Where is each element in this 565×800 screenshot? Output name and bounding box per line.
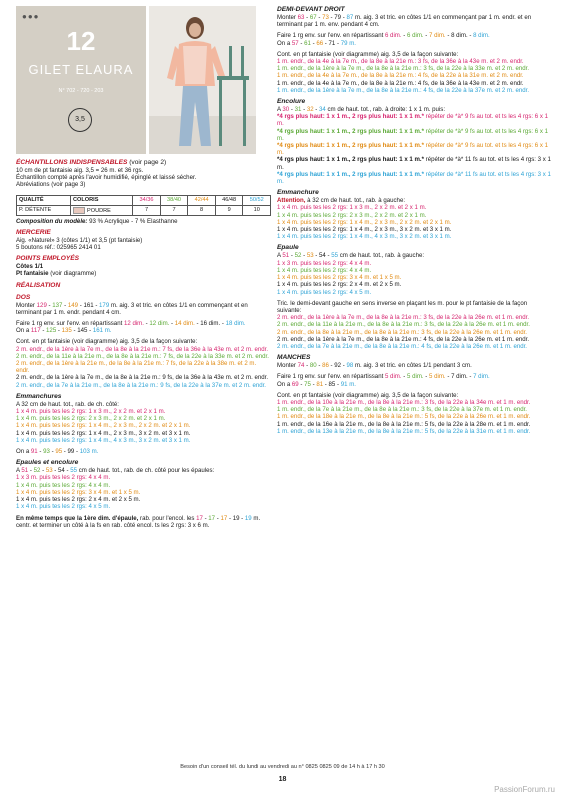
text-bold: En même temps que la 1ère dim. d'épaule, (16, 514, 139, 522)
size-cell: 34/36 (133, 195, 161, 205)
dd-line: 1 m. endr., de la 4e à la 7e m., de la 8e à la 21e m.: 3 fs, de la 36e à la 43e m. et 2 m. endr. (277, 58, 524, 66)
emmanchures-line: 1 x 4 m. puis tes les 2 rgs: 1 x 4 m., 2 x 3 m., 3 x 2 m. et 3 x 1 m. (16, 429, 191, 437)
dd-paragraph-4: Cont. en pt fantaisie (voir diagramme) aig. 3,5 de la façon suivante: (277, 50, 459, 58)
qualite-header: QUALITÉ (17, 195, 71, 205)
n: 6 dim. (384, 32, 402, 40)
n: 7 dim. (473, 373, 490, 381)
text: rab. pour l'encol. les (138, 514, 197, 522)
emmanchure-intro (277, 197, 551, 204)
n: 145 (77, 327, 88, 335)
n: 17 (220, 514, 228, 522)
dos-paragraph-4: Cont. en pt fantaisie (voir diagramme) aig. 3,5 de la façon suivante: (16, 338, 198, 346)
text: m. aig. 3 et tric. en côtes 1/1 pendant 3 cm. (353, 362, 472, 370)
manches-paragraph-2: Faire 1 rg env. sur l'env. en répartissant 5 dim. - 5 dim. - 5 dim. - 7 dim. - 7 dim. (277, 373, 490, 381)
points-heading: POINTS EMPLOYÉS (16, 255, 80, 263)
n: 63 (297, 14, 305, 21)
n: 5 dim. (407, 373, 424, 381)
dos-paragraph-2: Faire 1 rg env. sur l'env. en répartissant 12 dim. - 12 dim. - 14 dim. - 16 dim. - 18 dim. (16, 320, 246, 328)
tric-line: 2 m. endr., de la 11e à la 21e m., de la 8e à la 21e m.: 3 fs, de la 22e à la 26e m. et 1 m. endr. (277, 321, 530, 329)
text-bold: Attention, (277, 197, 306, 205)
header-block (16, 6, 256, 154)
emmanchures-line: 1 x 4 m. puis tes les 2 rgs: 1 x 4 m., 4 x 3 m., 3 x 2 m. et 3 x 1 m. (16, 436, 191, 444)
text: cm de haut. tot., rab. à gauche: (338, 252, 425, 260)
epaules-line: 1 x 4 m. puis tes les 2 rgs: 3 x 4 m. et 1 x 5 m. (16, 488, 141, 496)
text: On a (277, 380, 292, 388)
qty-cell: 7 (133, 205, 161, 215)
points-line-2-text: (voir diagramme) (48, 270, 97, 278)
text: m. centr. et terminer un côté à la fs en rab. côté encol. ts les 2 rgs: 3 x 6 m. (16, 514, 261, 529)
n: 161 m. (92, 327, 112, 335)
text: Faire 1 rg env. sur l'env. en répartissant (277, 32, 385, 40)
title-box (16, 6, 146, 154)
n: 73 (322, 14, 329, 21)
n: 53 (306, 252, 314, 260)
model-photo (149, 6, 256, 154)
n: 14 dim. (174, 320, 195, 328)
echantillons-line-2: Échantillon compté après l'avoir humidifié, épinglé et laissé sécher. (16, 174, 197, 182)
n: 149 (67, 301, 79, 309)
echantillons-note: (voir page 2) (127, 159, 167, 166)
n: 18 dim. (225, 320, 246, 328)
encolure-heading: Encolure (277, 98, 306, 106)
n: 81 (316, 380, 324, 388)
emmanchures-line: 1 x 4 m. puis tes les 2 rgs: 2 x 3 m., 2 x 2 m. et 2 x 1 m. (16, 415, 166, 423)
yarn-color-name: POUDRE (86, 207, 111, 214)
n: 71 (328, 39, 336, 47)
encolure-line (277, 113, 551, 127)
tric-line: 2 m. endr., de la 1ère à la 7e m., de la 8e à la 21e m.: 4 fs, de la 22e à la 26e m. et 1 m. endr. (277, 335, 530, 343)
manches-heading: MANCHES (277, 354, 311, 362)
size-cell: 50/52 (243, 195, 271, 205)
dos-line: 2 m. endr., de la 1ère à la 21e m., de la 8e à la 21e m.: 7 fs, de la 22e à la 38e m. et 2 m. endr. (16, 360, 257, 375)
n: 86 (322, 362, 329, 370)
emmanchure-heading: Emmanchure (277, 189, 319, 197)
n: 69 (291, 380, 299, 388)
qty-cell: 9 (215, 205, 243, 215)
n: 6 dim. (407, 32, 424, 40)
dos-line: 2 m. endr., de la 1ère à la 7e m., de la 8e à la 21e m.: 7 fs, de la 36e à la 43e m. et 2 m. endr. (16, 345, 269, 353)
text: m. aig. 3 et tric. en côtes 1/1 en commençant par 1 m. endr. et en terminant par 1 m. env. pendant 4 cm. (277, 14, 532, 29)
text: cm de haut. tot., rab. de ch. côté pour les épaules: (77, 467, 215, 475)
composition (16, 218, 271, 225)
epaules-line: 1 x 4 m. puis tes les 2 rgs: 4 x 5 m. (16, 503, 111, 511)
emmanchures-heading: Emmanchures (16, 392, 62, 400)
text: Monter (16, 301, 37, 309)
manches-line: 1 m. endr., de la 13e à la 21e m., de la 8e à la 21e m.: 5 fs, de la 22e à la 31e m. et 1 m. endr. (277, 427, 531, 435)
n: 54 (319, 252, 326, 260)
n: 137 (52, 301, 63, 309)
n: 5 dim. (429, 373, 446, 381)
manches-paragraph-3: On a 69 - 75 - 81 - 85 - 91 m. (277, 380, 356, 388)
text: répéter de *à* 11 fs au tot. et ts les 4 rgs: 3 x 1 m. (277, 156, 551, 171)
mercerie-line-1: Aig. «Naturel» 3 (côtes 1/1) et 3,5 (pt fantaisie) (16, 236, 143, 244)
text-bold: *4 rgs plus haut: 1 x 1 m., 2 rgs plus haut: 1 x 1 m.* (277, 127, 424, 135)
epaule-line: 1 x 4 m. puis tes les 2 rgs: 3 x 4 m. et 1 x 5 m. (277, 274, 402, 282)
n: 87 (346, 14, 354, 21)
qty-cell: 8 (188, 205, 216, 215)
tric-paragraph: Tric. le demi-devant gauche en sens inverse en plaçant les m. pour le pt fantaisie de la façon suivante: (277, 299, 528, 314)
n: 179 (99, 301, 110, 309)
n: 61 (304, 39, 311, 47)
n: 17 (196, 514, 203, 522)
dos-lines (16, 346, 271, 389)
n: 103 m. (79, 448, 99, 456)
emmanchure-line: 1 x 4 m. puis tes les 2 rgs: 1 x 3 m., 2 x 2 m. et 2 x 1 m. (277, 204, 427, 212)
text: Faire 1 rg env. sur l'env. en répartissant (277, 373, 385, 381)
size-cell: 46/48 (215, 195, 243, 205)
emmanchure-line: 1 x 4 m. puis tes les 2 rgs: 1 x 4 m., 2 x 3 m., 3 x 2 m. et 3 x 1 m. (277, 226, 452, 234)
n: 85 (328, 380, 336, 388)
model-photo-illustration (149, 6, 256, 154)
text: répéter de *à* 9 fs au tot. et ts les 4 rgs: 6 x 1 m. (277, 127, 548, 142)
dos-line: 2 m. endr., de la 7e à la 21e m., de la 8e à la 21e m.: 9 fs, de la 22e à la 37e m. et 2 m. endr. (16, 381, 266, 389)
text: répéter de *à* 9 fs au tot. et ts les 4 rgs: 6 x 1 m. (277, 142, 548, 157)
n: 80 (309, 362, 317, 370)
text-bold: *4 rgs plus haut: 1 x 1 m., 2 rgs plus haut: 1 x 1 m.* (277, 170, 424, 178)
n: 30 (282, 106, 290, 114)
text: répéter de *à* 11 fs au tot. et ts les 4 rgs: 3 x 1 m. (277, 170, 551, 186)
n: 91 (30, 448, 38, 456)
emmanchures-line: 1 x 4 m. puis tes les 2 rgs: 1 x 3 m., 2 x 2 m. et 2 x 1 m. (16, 408, 166, 416)
n: 79 m. (340, 39, 356, 47)
epaules-line: 1 x 4 m. puis tes les 2 rgs: 4 x 4 m. (16, 481, 111, 489)
yarn-quality: P. DÉTENTE (17, 205, 71, 215)
text: répéter de *à* 9 fs au tot. et ts les 4 rgs: 6 x 1 m. (277, 113, 548, 128)
n: 161 (83, 301, 94, 309)
dos-paragraph-3: On a 117 - 125 - 135 - 145 - 161 m. (16, 327, 112, 335)
tric-line: 2 m. endr., de la 8e à la 21e m., de la 8e à la 21e m.: 3 fs, de la 22e à la 26e m. et 1 m. endr. (277, 328, 527, 336)
n: 91 m. (340, 380, 356, 388)
points-line-2 (16, 270, 271, 277)
points-line-2-bold: Pt fantaisie (16, 270, 49, 278)
n: 98 (346, 362, 354, 370)
needle-size-badge: 3,5 (68, 108, 92, 132)
manches-line: 1 m. endr., de la 18e à la 21e m., de la 8e à la 21e m.: 5 fs, de la 22e à la 26e m. et 1 m. endr. (277, 413, 531, 421)
n: 16 dim. (200, 320, 221, 328)
n: 52 (33, 467, 41, 475)
n: 52 (294, 252, 302, 260)
emmanchures-on-a: On a 91 - 93 - 95 - 99 - 103 m. (16, 448, 99, 456)
n: 67 (309, 14, 317, 21)
epaule-line: 1 x 4 m. puis tes les 2 rgs: 2 x 4 m. et 2 x 5 m. (277, 281, 402, 289)
emmanchure-line: 1 x 4 m. puis tes les 2 rgs: 1 x 4 m., 2 x 3 m., 2 x 2 m. et 2 x 1 m. (277, 218, 452, 226)
epaules-line: 1 x 3 m. puis tes les 2 rgs: 4 x 4 m. (16, 474, 111, 482)
right-column (277, 6, 551, 435)
n: 51 (21, 467, 29, 475)
dd-line: 1 m. endr., de la 4e à la 7e m., de la 8e à la 21e m.: 4 fs, de la 36e à la 43e m. et 2 m. endr. (277, 79, 524, 87)
size-table (16, 195, 271, 216)
epaules-intro: A 51 - 52 - 53 - 54 - 55 cm de haut. tot., rab. de ch. côté pour les épaules: (16, 467, 215, 475)
dos-heading: DOS (16, 293, 31, 301)
manches-paragraph-1: Monter 74 - 80 - 86 - 92 - 98 m. aig. 3 et tric. en côtes 1/1 pendant 3 cm. (277, 362, 472, 370)
demi-devant-heading: DEMI-DEVANT DROIT (277, 6, 345, 13)
manches-paragraph-4: Cont. en pt fantaisie (voir diagramme) aig. 3,5 de la façon suivante: (277, 391, 459, 399)
page-number: 18 (278, 776, 287, 783)
size-table-data-row (17, 205, 271, 215)
n: 74 (297, 362, 305, 370)
en-meme-temps: En même temps que la 1ère dim. d'épaule, rab. pour l'encol. les 17 - 17 - 17 - 19 - 19 m. centr. et terminer un côté à la fs en rab. côté encol. ts les 2 rgs: 3 x 6 m. (16, 514, 261, 529)
n: 55 (331, 252, 339, 260)
n: 54 (58, 467, 65, 475)
manches-line: 1 m. endr., de la 16e à la 21e m., de la 8e à la 21e m.: 5 fs, de la 22e à la 28e m. et 1 m. endr. (277, 420, 531, 428)
epaules-heading: Epaules et encolure (16, 459, 79, 467)
mercerie-line-2: 5 boutons réf.: 025965 2414 01 (16, 244, 101, 252)
composition-value: 93 % Acrylique - 7 % Elasthanne (87, 217, 178, 225)
qty-cell: 7 (160, 205, 188, 215)
dd-paragraph-1: Monter 63 - 67 - 73 - 79 - 87 m. aig. 3 et tric. en côtes 1/1 en commençant par 1 m. endr. et en terminant par 1 m. env. pendant 4 cm. (277, 14, 532, 29)
n: 117 (30, 327, 41, 335)
text: cm de haut. tot., rab. à droite: 1 x 1 m. puis: (325, 106, 446, 114)
text: à 32 cm de haut. tot., rab. à gauche: (305, 197, 406, 205)
text-bold: *4 rgs plus haut: 1 x 1 m., 2 rgs plus haut: 1 x 1 m.* (277, 113, 424, 121)
dos-line: 2 m. endr., de la 11e à la 21e m., de la 8e à la 21e m.: 7 fs, de la 22e à la 33e m. et 2 m. endr. (16, 352, 269, 360)
left-column (16, 159, 271, 529)
epaules-line: 1 x 4 m. puis tes les 2 rgs: 2 x 4 m. et 2 x 5 m. (16, 496, 141, 504)
mercerie-heading: MERCERIE (16, 228, 51, 236)
n: 31 (294, 106, 302, 114)
encolure-line (277, 142, 551, 156)
n: 34 (319, 106, 326, 114)
n: 53 (45, 467, 53, 475)
n: 55 (70, 467, 78, 475)
n: 19 (232, 514, 240, 522)
text-bold: *4 rgs plus haut: 1 x 1 m., 2 rgs plus haut: 1 x 1 m.* (277, 142, 424, 150)
emmanchure-line: 1 x 4 m. puis tes les 2 rgs: 2 x 3 m., 2 x 2 m. et 2 x 1 m. (277, 211, 427, 219)
n: 125 (46, 327, 57, 335)
n: 79 (334, 14, 342, 21)
yarn-color (70, 205, 132, 215)
n: 19 (244, 514, 252, 522)
n: 129 (36, 301, 47, 309)
encolure-line (277, 171, 551, 185)
pattern-title: GILET ELAURA (28, 62, 134, 77)
n: 135 (61, 327, 72, 335)
echantillons-line-1: 10 cm de pt fantaisie aig. 3,5 = 26 m. et 36 rgs. (16, 167, 144, 174)
dos-line: 2 m. endr., de la 1ère à la 7e m., de la 8e à la 21e m.: 9 fs, de la 36e à la 43e m. et 2 m. endr. (16, 374, 269, 382)
dd-line: 1 m. endr., de la 1ère à la 7e m., de la 8e à la 21e m.: 3 fs, de la 22e à la 33e m. et 2 m. endr. (277, 65, 530, 73)
epaule-line: 1 x 4 m. puis tes les 2 rgs: 4 x 4 m. (277, 266, 372, 274)
encolure-line (277, 156, 551, 170)
n: 95 (55, 448, 63, 456)
text: A (277, 252, 283, 260)
yarn-ball-icons: ●●● (22, 12, 40, 21)
pattern-refs: N° 702 - 720 - 203 (58, 88, 104, 94)
text: On a (16, 327, 31, 335)
size-cell: 42/44 (188, 195, 216, 205)
epaule-heading: Epaule (277, 244, 299, 252)
n: 32 (306, 106, 314, 114)
dd-paragraph-3: On a 57 - 61 - 66 - 71 - 79 m. (277, 39, 356, 47)
n: 17 (208, 514, 216, 522)
text: m. aig. 3 et tric. en côtes 1/1 en commençant et en terminant par 1 m. endr. pendant 4 cm. (16, 301, 248, 316)
text: A (16, 467, 22, 475)
tric-line: 2 m. endr., de la 1ère à la 7e m., de la 8e à la 21e m.: 3 fs, de la 22e à la 26e m. et 1 m. endr. (277, 314, 530, 322)
n: 12 dim. (123, 320, 144, 328)
realisation-heading: RÉALISATION (16, 281, 61, 289)
echantillons-line-3: Abréviations (voir page 3) (16, 181, 86, 189)
echantillons-title: ÉCHANTILLONS INDISPENSABLES (16, 159, 128, 166)
emmanchures-intro: A 32 cm de haut. tot., rab. de ch. côté: (16, 400, 119, 408)
dd-paragraph-2: Faire 1 rg env. sur l'env. en répartissant 6 dim. - 6 dim. - 7 dim. - 8 dim. - 8 dim. (277, 32, 490, 40)
manches-line: 1 m. endr., de la 10e à la 21e m., de la 8e à la 21e m.: 3 fs, de la 22e à la 34e m. et 1 m. endr. (277, 398, 531, 406)
n: 92 (334, 362, 342, 370)
epaule-line: 1 x 4 m. puis tes les 2 rgs: 4 x 5 m. (277, 288, 372, 296)
n: 51 (282, 252, 290, 260)
encolure-line (277, 128, 551, 142)
n: 99 (67, 448, 75, 456)
points-line-1: Côtes 1/1 (16, 263, 44, 271)
n: 7 dim. (451, 373, 468, 381)
n: 8 dim. (451, 32, 468, 40)
yarn-swatch-icon (73, 207, 85, 214)
echantillons-heading (16, 159, 271, 167)
dos-paragraph-1: Monter 129 - 137 - 149 - 161 - 179 m. aig. 3 et tric. en côtes 1/1 en commençant et en terminant par 1 m. endr. pendant 4 cm. (16, 301, 248, 316)
text: Monter (277, 14, 298, 21)
qty-cell: 10 (243, 205, 271, 215)
epaule-intro: A 51 - 52 - 53 - 54 - 55 cm de haut. tot., rab. à gauche: (277, 252, 425, 260)
dd-line: 1 m. endr., de la 1ère à la 7e m., de la 8e à la 21e m.: 4 fs, de la 22e à la 37e m. et 2 m. endr. (277, 86, 530, 94)
manches-line: 1 m. endr., de la 7e à la 21e m., de la 8e à la 21e m.: 3 fs, de la 22e à la 37e m. et 1 m. endr. (277, 406, 527, 414)
pattern-number: 12 (66, 26, 96, 56)
n: 7 dim. (429, 32, 446, 40)
emmanchures-line: 1 x 4 m. puis tes les 2 rgs: 1 x 4 m., 2 x 3 m., 2 x 2 m. et 2 x 1 m. (16, 422, 191, 430)
text: On a (277, 39, 292, 47)
emmanchure-line: 1 x 4 m. puis tes les 2 rgs: 1 x 4 m., 4 x 3 m., 3 x 2 m. et 3 x 1 m. (277, 233, 452, 241)
n: 8 dim. (473, 32, 490, 40)
coloris-header: COLORIS (70, 195, 132, 205)
tric-line: 2 m. endr., de la 7e à la 21e m., de la 8e à la 21e m.: 4 fs, de la 22e à la 26e m. et 1 m. endr. (277, 342, 527, 350)
n: 93 (43, 448, 50, 456)
text-bold: *4 rgs plus haut: 1 x 1 m., 2 rgs plus haut: 1 x 1 m.* (277, 156, 424, 164)
n: 57 (291, 39, 299, 47)
dd-line: 1 m. endr., de la 4e à la 7e m., de la 8e à la 21e m.: 4 fs, de la 22e à la 31e m. et 2 m. endr. (277, 72, 524, 80)
n: 12 dim. (149, 320, 170, 328)
encolure-intro: A 30 - 31 - 32 - 34 cm de haut. tot., rab. à droite: 1 x 1 m. puis: (277, 106, 446, 114)
text: On a (16, 448, 31, 456)
n: 75 (304, 380, 311, 388)
epaule-line: 1 x 3 m. puis tes les 2 rgs: 4 x 4 m. (277, 259, 372, 267)
text: Monter (277, 362, 298, 370)
n: 66 (316, 39, 324, 47)
watermark: PassionForum.ru (494, 785, 555, 794)
size-cell: 38/40 (160, 195, 188, 205)
footer-help-line: Besoin d'un conseil tél. du lundi au vendredi au n° 0825 0825 09 de 14 h à 17 h 30 (180, 764, 385, 770)
size-table-header-row (17, 195, 271, 205)
text: A (277, 106, 283, 114)
n: 5 dim. (384, 373, 402, 381)
composition-label: Composition du modèle: (16, 217, 88, 225)
text: Faire 1 rg env. sur l'env. en répartissant (16, 320, 124, 328)
